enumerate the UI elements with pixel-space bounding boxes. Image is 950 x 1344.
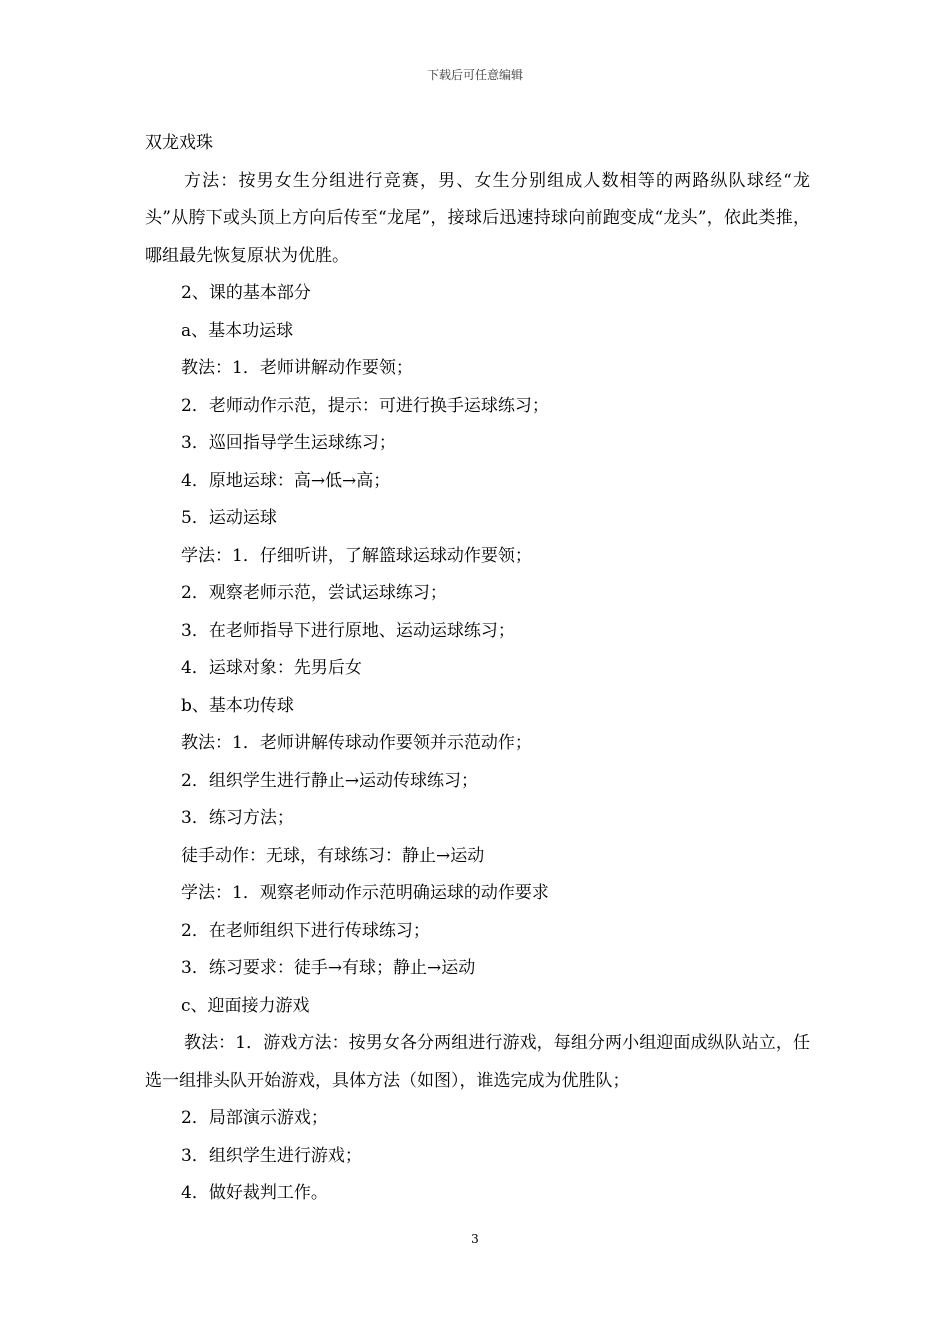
text-line: 4．运球对象：先男后女	[181, 658, 362, 678]
game-method-paragraph: 教法：1．游戏方法：按男女各分两组进行游戏，每组分两小组迎面成纵队站立，任选一组排头队开始游戏，具体方法（如图），谁选完成为优胜队；	[145, 1033, 810, 1091]
text-line: 学法：1．观察老师动作示范明确运球的动作要求	[181, 883, 549, 903]
method-paragraph: 方法：按男女生分组进行竞赛，男、女生分别组成人数相等的两路纵队球经“龙头”从胯下或头顶上方向后传至“龙尾”，接球后迅速持球向前跑变成“龙头”，依此类推，哪组最先恢复原状为优胜。	[145, 170, 810, 266]
document-body	[145, 125, 810, 1213]
text-line: 3．练习要求：徒手→有球；静止→运动	[181, 958, 476, 978]
text-line: 教法：1．老师讲解传球动作要领并示范动作；	[181, 733, 532, 753]
text-line: 教法：1．老师讲解动作要领；	[181, 358, 413, 378]
text-line: 5．运动运球	[181, 508, 277, 528]
text-line: b、基本功传球	[181, 695, 294, 716]
text-line: 3．在老师指导下进行原地、运动运球练习；	[181, 620, 515, 641]
text-line: 学法：1．仔细听讲，了解篮球运球动作要领；	[181, 545, 532, 566]
section-title: 双龙戏珠	[145, 133, 213, 153]
text-line: 2、课的基本部分	[181, 283, 311, 303]
text-line: 2．组织学生进行静止→运动传球练习；	[181, 770, 479, 791]
text-line: a、基本功运球	[181, 320, 294, 341]
text-line: 4．做好裁判工作。	[181, 1183, 328, 1203]
text-line: 2．观察老师示范，尝试运球练习；	[181, 583, 447, 603]
text-line: 3．巡回指导学生运球练习；	[181, 433, 396, 453]
text-line: 徒手动作：无球，有球练习：静止→运动	[181, 845, 485, 866]
text-line: c、迎面接力游戏	[181, 995, 310, 1016]
page-number: 3	[471, 1232, 479, 1246]
text-line: 2．在老师组织下进行传球练习；	[181, 920, 430, 941]
text-line: 3．练习方法；	[181, 808, 294, 828]
text-line: 4．原地运球：高→低→高；	[181, 470, 391, 491]
text-line: 3．组织学生进行游戏；	[181, 1145, 362, 1166]
header-note: 下载后可任意编辑	[426, 68, 523, 82]
text-line: 2．老师动作示范，提示：可进行换手运球练习；	[181, 395, 549, 416]
text-line: 2．局部演示游戏；	[181, 1108, 328, 1128]
